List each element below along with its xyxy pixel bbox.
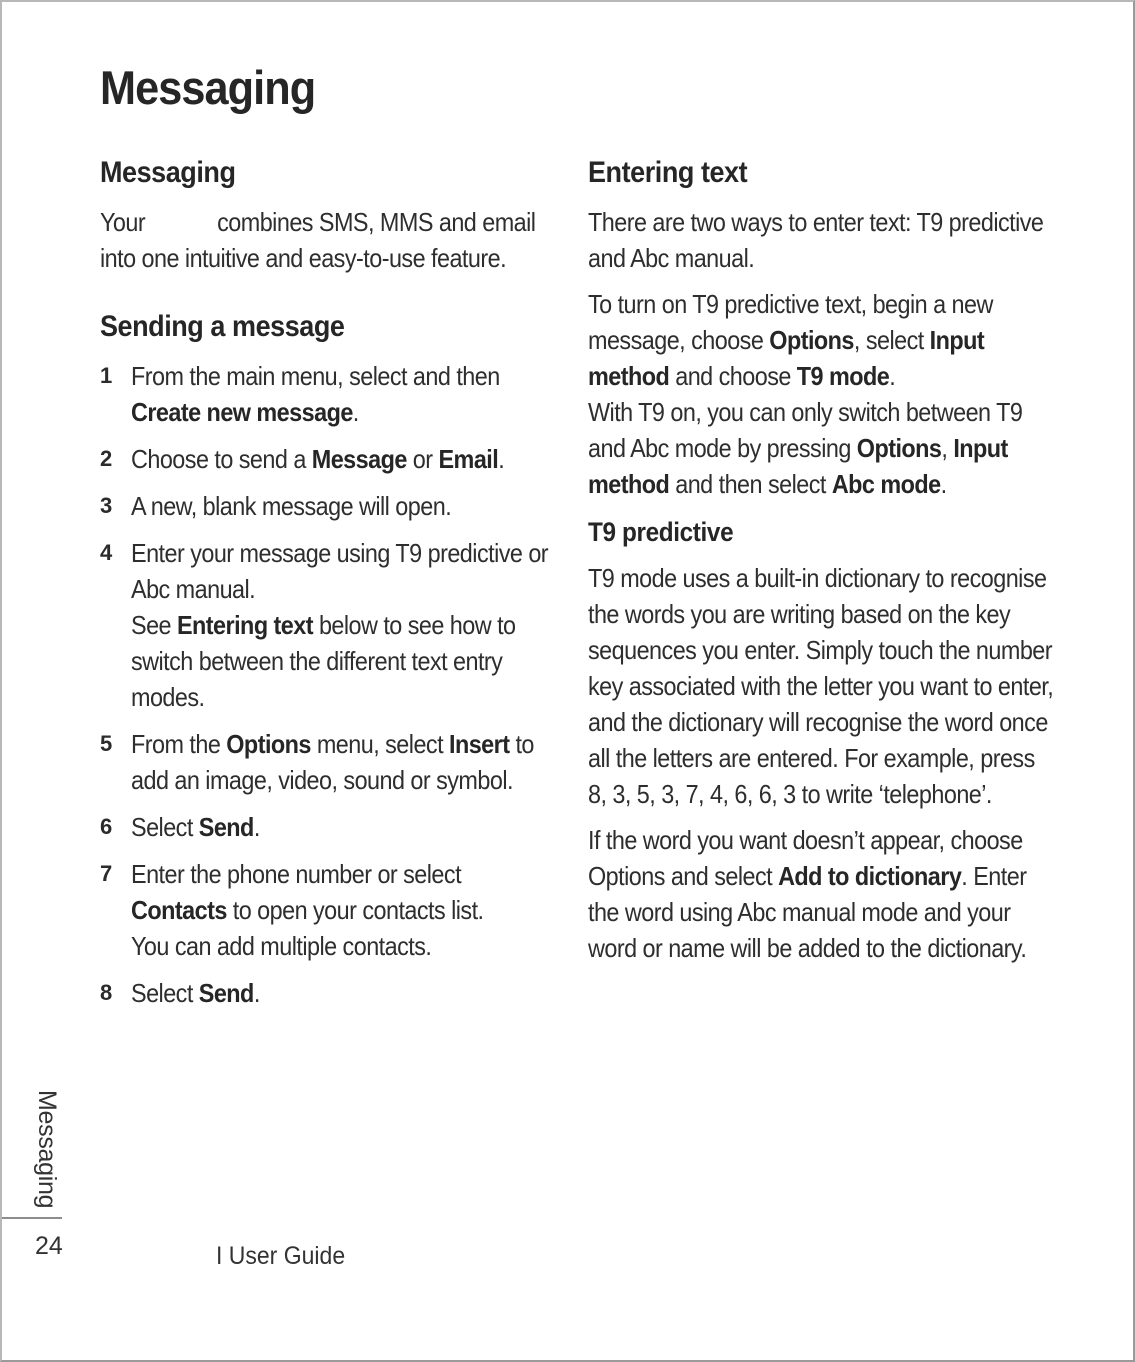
step-text: From the main menu, select and then xyxy=(131,361,500,391)
paragraph-bold: Input method xyxy=(588,325,985,391)
step-text: From the xyxy=(131,729,227,759)
sending-message-heading: Sending a message xyxy=(100,310,345,343)
paragraph-text: . xyxy=(889,361,896,391)
t9-predictive-heading: T9 predictive xyxy=(588,517,734,547)
step-text: menu, select xyxy=(310,729,449,759)
step-number: 8 xyxy=(100,980,113,1005)
paragraph-text: If the word you want doesn’t appear, choose Options and select xyxy=(588,825,1023,891)
step-text: Choose to send a xyxy=(131,444,312,474)
side-section-tab: Messaging xyxy=(33,1090,61,1209)
step-text: . xyxy=(498,444,505,474)
paragraph-bold: Options xyxy=(769,325,854,355)
paragraph-text: With T9 on, you can only switch between T9 and Abc mode by pressing xyxy=(588,397,1023,463)
paragraph-text: . xyxy=(940,469,947,499)
step-text: . xyxy=(352,397,359,427)
footer-label: I User Guide xyxy=(216,1242,346,1270)
side-divider xyxy=(2,1217,62,1219)
step-text: Enter the phone number or select xyxy=(131,859,462,889)
step-bold: Contacts xyxy=(131,895,227,925)
step-7 xyxy=(100,856,550,964)
page-number: 24 xyxy=(35,1232,63,1260)
step-bold: Options xyxy=(226,729,311,759)
entering-text-heading: Entering text xyxy=(588,156,748,189)
step-bold: Create new message xyxy=(131,397,353,427)
step-bold: Message xyxy=(311,444,407,474)
step-text: or xyxy=(406,444,439,474)
step-bold: Send xyxy=(198,978,254,1008)
step-text: . xyxy=(253,812,260,842)
step-bold: Send xyxy=(198,812,254,842)
entering-text-intro: There are two ways to enter text: T9 predictive and Abc manual. xyxy=(588,207,1044,273)
paragraph-text: and choose xyxy=(669,361,797,391)
step-3 xyxy=(100,488,550,524)
step-text: to open your contacts list. xyxy=(226,895,484,925)
step-bold: Entering text xyxy=(176,610,313,640)
step-number: 6 xyxy=(100,814,113,839)
step-5 xyxy=(100,726,550,798)
step-number: 5 xyxy=(100,731,113,756)
paragraph-text: . Enter the word using Abc manual mode and your word or name will be added to the dictionary. xyxy=(588,861,1027,963)
step-text: A new, blank message will open. xyxy=(131,491,452,521)
step-bold: Email xyxy=(438,444,499,474)
paragraph-bold: Options xyxy=(856,433,942,463)
step-text: to add an image, video, sound or symbol. xyxy=(131,729,534,795)
paragraph-text: and then select xyxy=(669,469,832,499)
paragraph-text: , xyxy=(941,433,954,463)
step-text: . xyxy=(253,978,260,1008)
sending-steps-list xyxy=(100,358,550,1011)
step-text: Enter your message using T9 predictive or Abc manual. xyxy=(131,538,549,604)
right-column xyxy=(588,152,1058,966)
step-text: Select xyxy=(131,812,199,842)
paragraph-bold: Input method xyxy=(588,433,1008,499)
step-number: 3 xyxy=(100,493,113,518)
add-to-dictionary-paragraph xyxy=(588,822,1058,966)
step-2 xyxy=(100,441,550,477)
page-title: Messaging xyxy=(100,61,316,114)
step-text: Select xyxy=(131,978,199,1008)
paragraph-bold: T9 mode xyxy=(796,361,890,391)
step-number: 1 xyxy=(100,363,113,388)
step-6 xyxy=(100,809,550,845)
step-8 xyxy=(100,975,550,1011)
t9-enable-paragraph xyxy=(588,286,1058,394)
step-text: below to see how to switch between the different text entry modes. xyxy=(131,610,516,712)
t9-description: T9 mode uses a built-in dictionary to recognise the words you are writing based on the key sequences you enter. Simply touch the number key associated with the letter you want to enter, and the dictionary will recognise the word once all the letters are entered. For example, press 8, 3, 5, 3, 7, 4, 6, 6, 3 to write ‘telephone’. xyxy=(588,563,1054,809)
step-text: You can add multiple contacts. xyxy=(131,931,432,961)
step-bold: Insert xyxy=(448,729,510,759)
step-1 xyxy=(100,358,550,430)
step-number: 2 xyxy=(100,446,113,471)
messaging-intro xyxy=(100,204,550,276)
paragraph-text: To turn on T9 predictive text, begin a new message, choose xyxy=(588,289,993,355)
step-text: See xyxy=(131,610,177,640)
switch-mode-paragraph xyxy=(588,394,1058,502)
left-column xyxy=(100,152,550,1022)
step-4 xyxy=(100,535,550,715)
step-number: 7 xyxy=(100,861,113,886)
paragraph-bold: Abc mode xyxy=(831,469,941,499)
intro-after: combines SMS, MMS and email into one intuitive and easy-to-use feature. xyxy=(100,207,536,273)
step-number: 4 xyxy=(100,540,113,565)
intro-before: Your xyxy=(100,207,146,237)
messaging-heading: Messaging xyxy=(100,156,236,189)
paragraph-bold: Add to dictionary xyxy=(778,861,962,891)
paragraph-text: , select xyxy=(853,325,930,355)
